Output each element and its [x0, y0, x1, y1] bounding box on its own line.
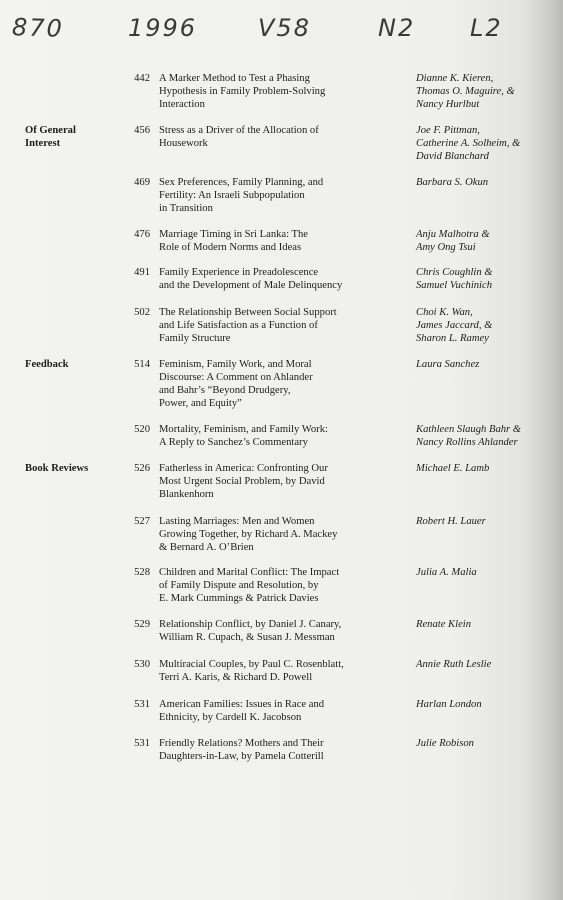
article-authors-line: Chris Coughlin & [416, 267, 493, 278]
article-title-line: Fertility: An Israeli Subpopulation [159, 190, 305, 201]
article-authors [416, 618, 556, 631]
article-title-line: American Families: Issues in Race and [159, 699, 325, 710]
article-title-line: Interaction [159, 99, 205, 110]
page-number: 530 [134, 659, 150, 670]
article-title-line: and Life Satisfaction as a Function of [159, 320, 318, 331]
article-title-line: Stress as a Driver of the Allocation of [159, 125, 319, 136]
handwritten-volume: V58 [258, 14, 311, 42]
section-heading [25, 358, 120, 371]
article-title-line: William R. Cupach, & Susan J. Messman [159, 632, 335, 643]
article-title-line: Family Experience in Preadolescence [159, 267, 319, 278]
article-authors-line: Robert H. Lauer [416, 516, 486, 527]
article-title-line: Feminism, Family Work, and Moral [159, 359, 312, 370]
page-number: 520 [134, 424, 150, 435]
article-title-line: Hypothesis in Family Problem-Solving [159, 86, 326, 97]
article-authors-line: Barbara S. Okun [416, 177, 489, 188]
section-heading-line: Interest [25, 138, 61, 149]
article-title-line: Fatherless in America: Confronting Our [159, 463, 328, 474]
article-authors-line: Annie Ruth Leslie [416, 659, 492, 670]
article-title-line: and the Development of Male Delinquency [159, 280, 343, 291]
article-authors [416, 462, 556, 475]
article-authors [416, 515, 556, 528]
article-authors [416, 176, 556, 189]
article-authors-line: Laura Sanchez [416, 359, 480, 370]
page-number: 529 [134, 619, 150, 630]
page-number: 527 [134, 516, 150, 527]
page-number: 469 [134, 177, 150, 188]
article-authors-line: Joe F. Pittman, [416, 125, 480, 136]
section-heading-line: Of General [25, 125, 76, 136]
article-title-line: Marriage Timing in Sri Lanka: The [159, 229, 308, 240]
article-title-line: in Transition [159, 203, 213, 214]
page-number: 476 [134, 229, 150, 240]
article-title-line: Children and Marital Conflict: The Impact [159, 567, 340, 578]
article-title [159, 176, 404, 215]
article-title-line: Blankenhorn [159, 489, 214, 500]
article-authors-line: Catherine A. Solheim, & [416, 138, 521, 149]
article-authors [416, 423, 556, 449]
article-title-line: Mortality, Feminism, and Family Work: [159, 424, 328, 435]
article-title-line: of Family Dispute and Resolution, by [159, 580, 319, 591]
article-authors-line: Harlan London [416, 699, 482, 710]
article-title [159, 515, 404, 554]
article-authors-line: Dianne K. Kieren, [416, 73, 494, 84]
article-title-line: E. Mark Cummings & Patrick Davies [159, 593, 319, 604]
page-number: 491 [134, 267, 150, 278]
section-heading-line: Feedback [25, 359, 69, 370]
article-title-line: The Relationship Between Social Support [159, 307, 337, 318]
article-title-line: A Reply to Sanchez’s Commentary [159, 437, 308, 448]
article-title-line: and Bahr’s “Beyond Drudgery, [159, 385, 291, 396]
article-title-line: Family Structure [159, 333, 231, 344]
article-title-line: Power, and Equity” [159, 398, 242, 409]
article-authors-line: Julia A. Malia [416, 567, 477, 578]
article-title [159, 423, 404, 449]
article-authors-line: Anju Malhotra & [416, 229, 490, 240]
article-title [159, 124, 404, 150]
section-heading-line: Book Reviews [25, 463, 89, 474]
article-authors-line: Julie Robison [416, 738, 474, 749]
article-authors [416, 72, 556, 111]
article-title-line: Discourse: A Comment on Ahlander [159, 372, 313, 383]
article-title-line: Housework [159, 138, 208, 149]
article-title-line: Terri A. Karis, & Richard D. Powell [159, 672, 313, 683]
handwritten-number: N2 [378, 14, 416, 42]
article-authors [416, 124, 556, 163]
article-authors [416, 306, 556, 345]
article-authors-line: Michael E. Lamb [416, 463, 490, 474]
article-title-line: Lasting Marriages: Men and Women [159, 516, 315, 527]
article-title [159, 462, 404, 501]
article-authors [416, 358, 556, 371]
article-title [159, 358, 404, 410]
article-authors-line: Kathleen Slaugh Bahr & [416, 424, 522, 435]
article-title-line: Sex Preferences, Family Planning, and [159, 177, 324, 188]
article-authors [416, 566, 556, 579]
handwritten-call-number: 870 [11, 13, 65, 43]
article-title [159, 618, 404, 644]
section-heading [25, 124, 120, 150]
page-number: 456 [134, 125, 150, 136]
article-authors [416, 228, 556, 254]
article-authors-line: David Blanchard [416, 151, 489, 162]
page-number: 514 [134, 359, 150, 370]
article-title-line: Ethnicity, by Cardell K. Jacobson [159, 712, 302, 723]
article-title [159, 698, 404, 724]
article-authors-line: James Jaccard, & [416, 320, 493, 331]
article-title [159, 266, 404, 292]
article-authors-line: Nancy Rollins Ahlander [416, 437, 518, 448]
page-number: 531 [134, 699, 150, 710]
article-title-line: Growing Together, by Richard A. Mackey [159, 529, 338, 540]
article-authors-line: Thomas O. Maguire, & [416, 86, 515, 97]
article-authors-line: Amy Ong Tsui [416, 242, 476, 253]
article-authors-line: Nancy Hurlbut [416, 99, 480, 110]
article-authors [416, 658, 556, 671]
page-number: 442 [134, 73, 150, 84]
section-heading [25, 462, 120, 475]
article-title [159, 658, 404, 684]
article-title [159, 737, 404, 763]
article-title-line: Role of Modern Norms and Ideas [159, 242, 302, 253]
article-title [159, 306, 404, 345]
article-title-line: Friendly Relations? Mothers and Their [159, 738, 324, 749]
article-authors-line: Renate Klein [416, 619, 472, 630]
article-authors-line: Choi K. Wan, [416, 307, 473, 318]
article-authors-line: Samuel Vuchinich [416, 280, 492, 291]
article-title-line: Multiracial Couples, by Paul C. Rosenblatt, [159, 659, 344, 670]
page-number: 502 [134, 307, 150, 318]
page-number: 531 [134, 738, 150, 749]
handwritten-annotation [0, 8, 563, 48]
article-authors [416, 737, 556, 750]
handwritten-copy: L2 [470, 14, 503, 42]
page-number: 528 [134, 567, 150, 578]
article-authors-line: Sharon L. Ramey [416, 333, 489, 344]
article-title-line: Daughters-in-Law, by Pamela Cotterill [159, 751, 324, 762]
page-number: 526 [134, 463, 150, 474]
article-title-line: & Bernard A. O’Brien [159, 542, 254, 553]
article-title-line: A Marker Method to Test a Phasing [159, 73, 310, 84]
article-authors [416, 698, 556, 711]
article-title-line: Most Urgent Social Problem, by David [159, 476, 325, 487]
article-title [159, 72, 404, 111]
article-title [159, 566, 404, 605]
article-title-line: Relationship Conflict, by Daniel J. Canary, [159, 619, 342, 630]
article-title [159, 228, 404, 254]
handwritten-year: 1996 [128, 14, 198, 42]
article-authors [416, 266, 556, 292]
